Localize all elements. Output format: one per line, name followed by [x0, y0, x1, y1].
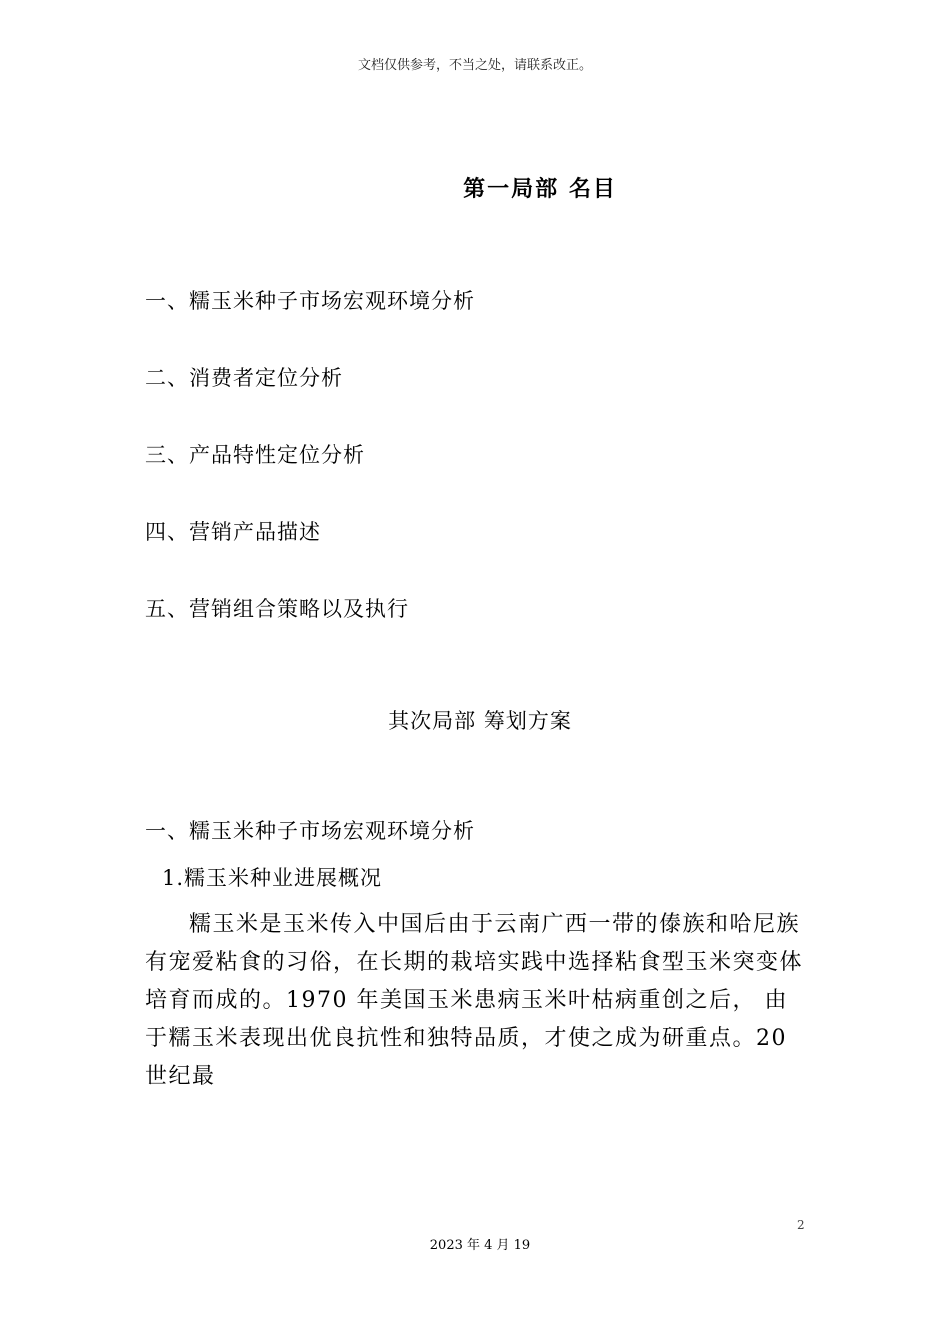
toc-item-3: 三、产品特性定位分析 [145, 443, 365, 467]
section-title: 其次局部 筹划方案 [388, 709, 572, 733]
toc-item-1: 一、糯玉米种子市场宏观环境分析 [145, 289, 475, 313]
section-heading: 一、糯玉米种子市场宏观环境分析 [145, 819, 475, 843]
toc-title: 第一局部 名目 [463, 176, 617, 202]
toc-item-2: 二、消费者定位分析 [145, 366, 343, 390]
page-number: 2 [797, 1218, 805, 1232]
toc-item-5: 五、营销组合策略以及执行 [145, 597, 409, 621]
toc-item-4: 四、营销产品描述 [145, 520, 321, 544]
section-subheading: 1.糯玉米种业进展概况 [162, 866, 383, 890]
body-paragraph: 糯玉米是玉米传入中国后由于云南广西一带的傣族和哈尼族有宠爱粘食的习俗，在长期的栽培实践中选择粘食型玉米突变体培育而成的。1970 年美国玉米患病玉米叶枯病重创之后， 由于糯玉米表现出优良抗性和独特品质，才使之成为研重点。20 世纪最 [145, 912, 804, 1089]
header-note: 文档仅供参考，不当之处，请联系改正。 [357, 58, 592, 73]
footer-date: 2023 年 4 月 19 [429, 1238, 531, 1253]
